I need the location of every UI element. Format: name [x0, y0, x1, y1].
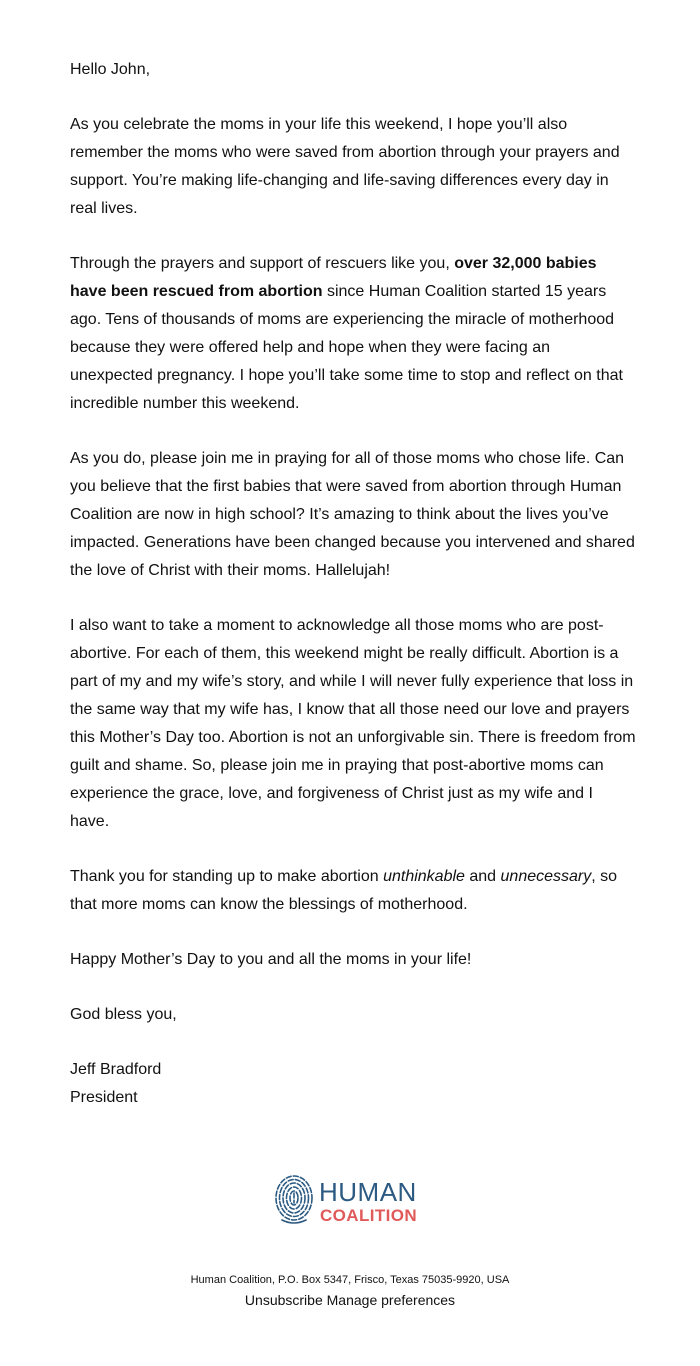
manage-preferences-link[interactable]: Manage preferences: [326, 1292, 456, 1308]
paragraph-2-start: Through the prayers and support of rescuers like you,: [70, 255, 455, 272]
human-coalition-logo[interactable]: [274, 1174, 434, 1230]
logo-text-coalition: COALITION: [320, 1206, 418, 1225]
fingerprint-icon: [274, 1174, 314, 1226]
paragraph-2-highlight: over 32,000 babies have been rescued from abortion: [70, 255, 597, 300]
signature-name: Jeff Bradford: [70, 1061, 162, 1078]
greeting: Hello John,: [70, 61, 151, 78]
footer-links: [0, 1290, 700, 1310]
paragraph-6: Happy Mother’s Day to you and all the moms in your life!: [70, 951, 472, 968]
paragraph-5-end: , so that more moms can know the blessings of motherhood.: [70, 868, 618, 913]
unsubscribe-link[interactable]: Unsubscribe: [244, 1292, 323, 1308]
paragraph-3: As you do, please join me in praying for all of those moms who chose life. Can you believe that the first babies that were saved from abortion through Human Coalition are now in high school? It’s amazing to think about the lives you’ve impacted. Generations have been changed because you intervened and shared the love of Christ with their moms. Hallelujah!: [70, 450, 635, 579]
paragraph-1: As you celebrate the moms in your life this weekend, I hope you’ll also remember the moms who were saved from abortion through your prayers and support. You’re making life-changing and life-saving differences every day in real lives.: [70, 116, 620, 217]
paragraph-2-end: since Human Coalition started 15 years ago. Tens of thousands of moms are experiencing the miracle of motherhood because they were offered help and hope when they were facing an unexpected pregnancy. I hope you’ll take some time to stop and reflect on that incredible number this weekend.: [70, 283, 623, 412]
paragraph-4: I also want to take a moment to acknowledge all those moms who are post-abortive. For each of them, this weekend might be really difficult. Abortion is a part of my and my wife’s story, and while I will never fully experience that loss in the same way that my wife has, I know that all those need our love and prayers this Mother’s Day too. Abortion is not an unforgivable sin. There is freedom from guilt and shame. So, please join me in praying that post-abortive moms can experience the grace, love, and forgiveness of Christ just as my wife and I have.: [70, 617, 636, 830]
letter-body: [70, 56, 636, 1112]
emphasis-unnecessary: unnecessary: [500, 868, 592, 885]
logo-text-human: HUMAN: [319, 1177, 417, 1207]
emphasis-unthinkable: unthinkable: [383, 868, 465, 885]
closing: God bless you,: [70, 1006, 177, 1023]
footer-address: Human Coalition, P.O. Box 5347, Frisco, Texas 75035-9920, USA: [190, 1274, 510, 1286]
paragraph-2: [70, 250, 636, 418]
signature-title: President: [70, 1089, 138, 1106]
paragraph-5: [70, 863, 636, 919]
paragraph-5-mid: and: [464, 868, 501, 885]
paragraph-5-start: Thank you for standing up to make abortion: [70, 868, 384, 885]
